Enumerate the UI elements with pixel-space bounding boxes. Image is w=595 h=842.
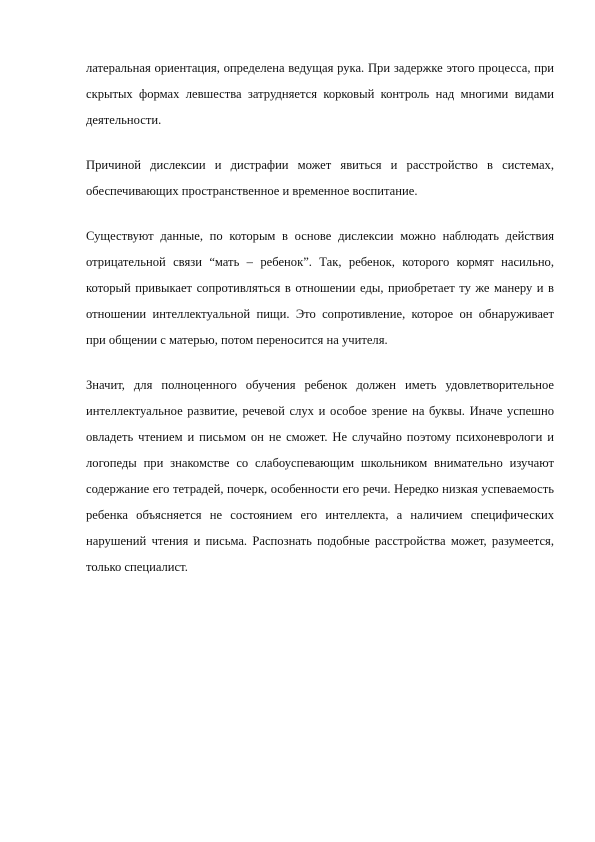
paragraph-3: Существуют данные, по которым в основе дислексии можно наблюдать действия отрицательной связи “мать – ребенок”. Так, ребенок, которого кормят насильно, который привыкает сопротивляться в отношении еды, приобретает ту же манеру и в отношении интеллектуальной пищи. Это сопротивление, которое он обнаруживает при общении с матерью, потом переносится на учителя. bbox=[86, 229, 554, 347]
document-body bbox=[86, 55, 554, 599]
paragraph-1: латеральная ориентация, определена ведущая рука. При задержке этого процесса, при скрытых формах левшества затрудняется корковый контроль над многими видами деятельности. bbox=[86, 61, 554, 127]
paragraph-2: Причиной дислексии и дистрафии может явиться и расстройство в системах, обеспечивающих пространственное и временное воспитание. bbox=[86, 158, 554, 198]
paragraph-4: Значит, для полноценного обучения ребенок должен иметь удовлетворительное интеллектуальное развитие, речевой слух и особое зрение на буквы. Иначе успешно овладеть чтением и письмом он не сможет. Не случайно поэтому психоневрологи и логопеды при знакомстве со слабоуспевающим школьником внимательно изучают содержание его тетрадей, почерк, особенности его речи. Нередко низкая успеваемость ребенка объясняется не состоянием его интеллекта, а наличием специфических нарушений чтения и письма. Распознать подобные расстройства может, разумеется, только специалист. bbox=[86, 378, 554, 574]
